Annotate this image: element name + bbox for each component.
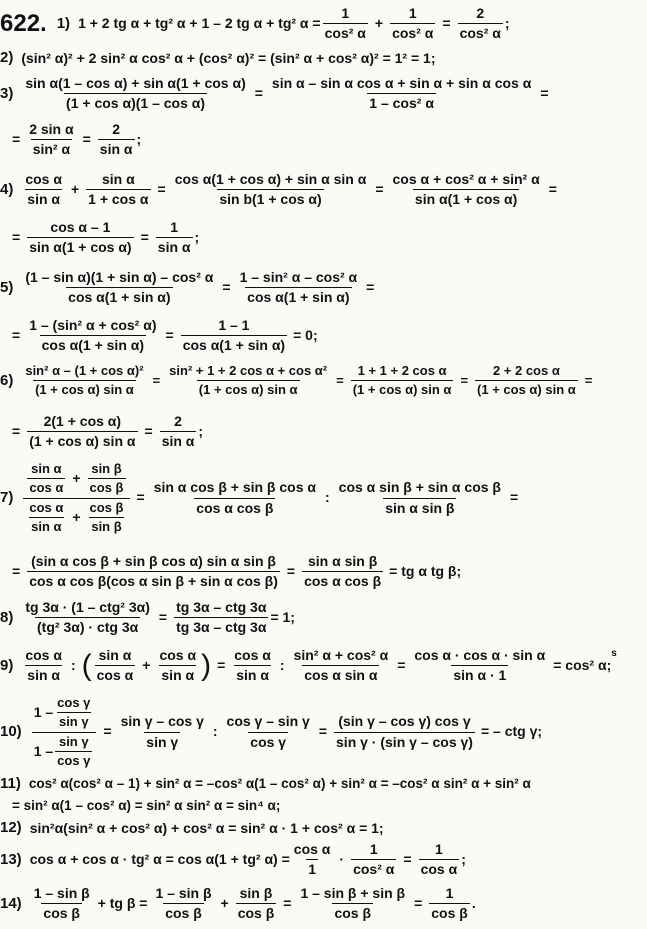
- operator: =: [12, 131, 21, 148]
- fraction: $\frac{\text{sin α cos β + sin β cos α}}{\text{cos α cos β}}$: [153, 479, 316, 516]
- operator: =: [509, 489, 519, 506]
- fraction: $\frac{1}{\text{sin α}}$: [157, 219, 191, 256]
- operator: =: [12, 229, 21, 246]
- fraction: $\frac{\text{1 + 1 + 2 cos α}}{\text{(1 + cos α) sin α}}$: [352, 363, 452, 398]
- operator: =: [548, 181, 557, 198]
- operator: =: [397, 657, 406, 674]
- problem-1: [0, 6, 647, 42]
- operator: :: [279, 657, 285, 674]
- item-label: 8): [0, 608, 14, 626]
- operator: =: [136, 489, 145, 506]
- expression: 1 + 2 tg α + tg² α + 1 – 2 tg α + tg² α =: [78, 15, 321, 32]
- fraction: $\frac{\text{2 sin α}}{\text{sin² α}}$: [29, 121, 74, 158]
- terminator: ;: [504, 15, 510, 32]
- expression: 1 –: [33, 742, 54, 759]
- terminator: = – ctg γ;: [480, 723, 543, 740]
- terminator: = 1;: [270, 609, 295, 626]
- operator: =: [217, 657, 226, 674]
- fraction: sin γ cos γ: [57, 733, 91, 768]
- problem-6: [0, 364, 647, 398]
- fraction: $\frac{\text{sin β}}{\text{cos β}}$: [237, 885, 275, 922]
- fraction: $\frac{\text{sin² + 1 + 2 cos α + cos α²}}{\text{(1 + cos α) sin α}}$: [169, 363, 328, 398]
- terminator: ;: [136, 131, 142, 148]
- fraction: cos α sin α: [29, 499, 64, 534]
- expression: + tg β =: [97, 895, 148, 912]
- operator: =: [12, 563, 21, 580]
- fraction: $\frac{1 - 1}{\text{cos α(1 + sin α)}}$: [182, 317, 286, 354]
- operator: +: [70, 181, 80, 198]
- item-label: 4): [0, 180, 14, 198]
- operator: =: [460, 372, 469, 388]
- item-label: 1): [56, 14, 71, 32]
- fraction: $\frac{\text{cos γ – sin γ}}{\text{cos γ}}$: [226, 713, 310, 750]
- fraction: $\frac{\text{sin² α + cos² α}}{\text{cos α sin α}}$: [293, 647, 389, 684]
- fraction: $\frac{\text{1 – sin β + sin β}}{\text{cos β}}$: [300, 885, 406, 922]
- terminator: = cos² α;: [553, 657, 612, 674]
- operator: =: [283, 895, 292, 912]
- problem-11: [0, 776, 647, 793]
- problem-5: [0, 270, 647, 306]
- operator: =: [82, 131, 91, 148]
- cut-off-text: s: [611, 648, 617, 659]
- expression: cos² α(cos² α – 1) + sin² α = –cos² α(1 – cos² α) + sin² α = –cos² α sin² α + sin² α: [28, 775, 531, 791]
- operator: =: [336, 372, 344, 388]
- item-label: 14): [0, 894, 22, 912]
- fraction: $\frac{2}{\text{cos² α}}$: [459, 5, 501, 42]
- item-label: 12): [0, 819, 22, 836]
- operator: =: [103, 723, 112, 740]
- operator: =: [158, 609, 168, 626]
- operator: =: [375, 181, 384, 198]
- fraction: $\frac{\text{1 – sin β}}{\text{cos β}}$: [155, 885, 212, 922]
- operator: +: [220, 895, 229, 912]
- problem-9: [0, 648, 647, 684]
- fraction: $\frac{\text{sin α(1 – cos α) + sin α(1 + cos α)}}{\text{(1 + cos α)(1 – cos α)}}$: [25, 75, 246, 112]
- right-paren: ): [201, 648, 212, 682]
- problem-5-continued: [0, 318, 647, 354]
- fraction: $\frac{\text{1 – (sin² α + cos² α)}}{\text{cos α(1 + sin α)}}$: [29, 317, 157, 354]
- operator: =: [366, 279, 375, 296]
- item-label: 2): [0, 49, 14, 66]
- problem-3-continued: [0, 122, 647, 158]
- operator: :: [212, 723, 218, 740]
- fraction: $\frac{\text{sin α sin β}}{\text{cos α cos β}}$: [304, 553, 382, 590]
- problem-4: [0, 172, 647, 208]
- fraction: $\frac{2}{\text{sin α}}$: [99, 121, 133, 158]
- problem-8: [0, 600, 647, 636]
- operator: =: [157, 181, 166, 198]
- expression: cos α + cos α · tg² α = cos α(1 + tg² α) =: [29, 851, 290, 868]
- problem-7: [0, 462, 647, 534]
- item-label: 13): [0, 850, 22, 868]
- fraction: $\frac{1}{\text{cos β}}$: [431, 885, 468, 922]
- fraction: $\frac{1}{\text{cos α}}$: [420, 841, 458, 878]
- problem-10: [0, 696, 647, 768]
- operator: =: [152, 372, 161, 388]
- operator: =: [140, 229, 149, 246]
- item-label: 11): [0, 775, 21, 792]
- fraction: $\frac{\text{cos α + cos² α + sin² α}}{\text{sin α(1 + cos α)}}$: [392, 171, 540, 208]
- expression: 1 –: [33, 704, 54, 721]
- operator: =: [144, 423, 153, 440]
- operator: :: [325, 489, 330, 506]
- fraction: $\frac{\text{1 – sin² α – cos² α}}{\text{cos α(1 + sin α)}}$: [239, 269, 358, 306]
- fraction: $\frac{\text{cos α}}{1}$: [293, 841, 331, 878]
- fraction: $\frac{\text{sin² α – (1 + cos α)²}}{\text{(1 + cos α) sin α}}$: [25, 363, 144, 398]
- item-label: 10): [0, 722, 22, 740]
- operator: +: [374, 15, 384, 32]
- compound-fraction: [32, 696, 97, 768]
- operator: =: [12, 327, 21, 344]
- problem-11-continued: [0, 799, 647, 814]
- problem-3: [0, 76, 647, 112]
- fraction: $\frac{\text{(sin α cos β + sin β cos α) sin α sin β}}{\text{cos α cos β(cos α sin β + sin α cos β)}}$: [29, 553, 278, 590]
- terminator: ;: [194, 229, 200, 246]
- fraction: $\frac{1}{\text{cos² α}}$: [353, 841, 395, 878]
- expression: = sin² α(1 – cos² α) = sin² α sin² α = sin⁴ α;: [12, 798, 281, 813]
- expression: sin²α(sin² α + cos² α) + cos² α = sin² α · 1 + cos² α = 1;: [29, 819, 384, 836]
- operator: ·: [339, 851, 345, 868]
- terminator: = tg α tg β;: [389, 563, 462, 580]
- operator: +: [142, 657, 151, 674]
- problem-12: [0, 820, 647, 837]
- fraction: $\frac{\text{2 + 2 cos α}}{\text{(1 + cos α) sin α}}$: [477, 363, 576, 398]
- fraction: $\frac{\text{(1 – sin α)(1 + sin α) – cos² α}}{\text{cos α(1 + sin α)}}$: [25, 269, 214, 306]
- fraction: tg 3α – ctg 3α tg 3α – ctg 3α: [176, 599, 267, 636]
- fraction: $\frac{\text{sin β}}{\text{cos β}}$: [89, 461, 124, 496]
- problem-4-continued: [0, 220, 647, 256]
- item-label: 5): [0, 278, 14, 296]
- item-label: 9): [0, 656, 14, 674]
- fraction: $\frac{\text{sin γ – cos γ}}{\text{sin γ}}$: [120, 713, 204, 750]
- expression: (sin² α)² + 2 sin² α cos² α + (cos² α)² = (sin² α + cos² α)² = 1² = 1;: [21, 49, 436, 66]
- operator: =: [540, 85, 549, 102]
- problem-7-continued: [0, 554, 647, 590]
- operator: =: [414, 895, 423, 912]
- operator: =: [254, 85, 263, 102]
- terminator: = 0;: [293, 327, 318, 344]
- operator: =: [286, 563, 296, 580]
- fraction: cos α sin α: [25, 647, 62, 684]
- fraction: 1 – sin β cos β: [33, 885, 90, 922]
- fraction: $\frac{1}{\text{cos² α}}$: [392, 5, 434, 42]
- operator: =: [584, 372, 593, 388]
- fraction: $\frac{\text{cos β}}{\text{sin β}}$: [89, 499, 124, 534]
- fraction: cos γ sin γ: [57, 695, 91, 730]
- fraction: $\frac{\text{cos α · cos α · sin α}}{\text{sin α · 1}}$: [414, 647, 546, 684]
- left-paren: (: [81, 648, 92, 682]
- terminator: .: [471, 895, 476, 912]
- fraction: $\frac{\text{sin α – sin α cos α + sin α + sin α cos α}}{\text{1 – cos² α}}$: [271, 75, 532, 112]
- problem-6-continued: [0, 414, 647, 450]
- fraction: tg 3α · (1 – ctg² 3α) (tg² 3α) · ctg 3α: [25, 599, 150, 636]
- fraction: sin α cos α: [29, 461, 64, 496]
- fraction: $\frac{1}{\text{cos² α}}$: [324, 5, 366, 42]
- item-label: 6): [0, 371, 14, 389]
- fraction: $\frac{\text{sin α}}{\text{1 + cos α}}$: [88, 171, 149, 208]
- fraction: $\frac{\text{2(1 + cos α)}}{\text{(1 + cos α) sin α}}$: [29, 413, 136, 450]
- operator: =: [165, 327, 174, 344]
- problem-13: [0, 842, 647, 878]
- problem-2: [0, 50, 647, 67]
- operator: =: [12, 423, 21, 440]
- operator: =: [318, 723, 328, 740]
- operator: =: [222, 279, 231, 296]
- fraction: $\frac{\text{(sin γ – cos γ) cos γ}}{\text{sin γ · (sin γ – cos γ)}}$: [336, 713, 473, 750]
- fraction: cos α sin α: [25, 171, 62, 208]
- compound-fraction: [23, 462, 129, 534]
- terminator: ;: [198, 423, 204, 440]
- fraction: $\frac{\text{cos α(1 + cos α) + sin α sin α}}{\text{sin b(1 + cos α)}}$: [174, 171, 367, 208]
- operator: :: [70, 657, 76, 674]
- problem-14: [0, 886, 647, 922]
- fraction: $\frac{2}{\text{sin α}}$: [161, 413, 195, 450]
- fraction: $\frac{\text{cos α – 1}}{\text{sin α(1 + cos α)}}$: [29, 219, 132, 256]
- operator: +: [72, 470, 81, 487]
- terminator: ;: [461, 851, 466, 868]
- item-label: 3): [0, 84, 14, 102]
- operator: +: [72, 508, 81, 525]
- fraction: $\frac{\text{cos α sin β + sin α cos β}}{\text{sin α sin β}}$: [338, 479, 501, 516]
- exercise-number: 622.: [0, 9, 47, 37]
- fraction: $\frac{\text{cos α}}{\text{sin α}}$: [234, 647, 271, 684]
- operator: =: [403, 851, 412, 868]
- operator: =: [442, 15, 451, 32]
- fraction: $\frac{\text{cos α}}{\text{sin α}}$: [159, 647, 197, 684]
- fraction: sin α cos α: [96, 647, 134, 684]
- item-label: 7): [0, 488, 14, 506]
